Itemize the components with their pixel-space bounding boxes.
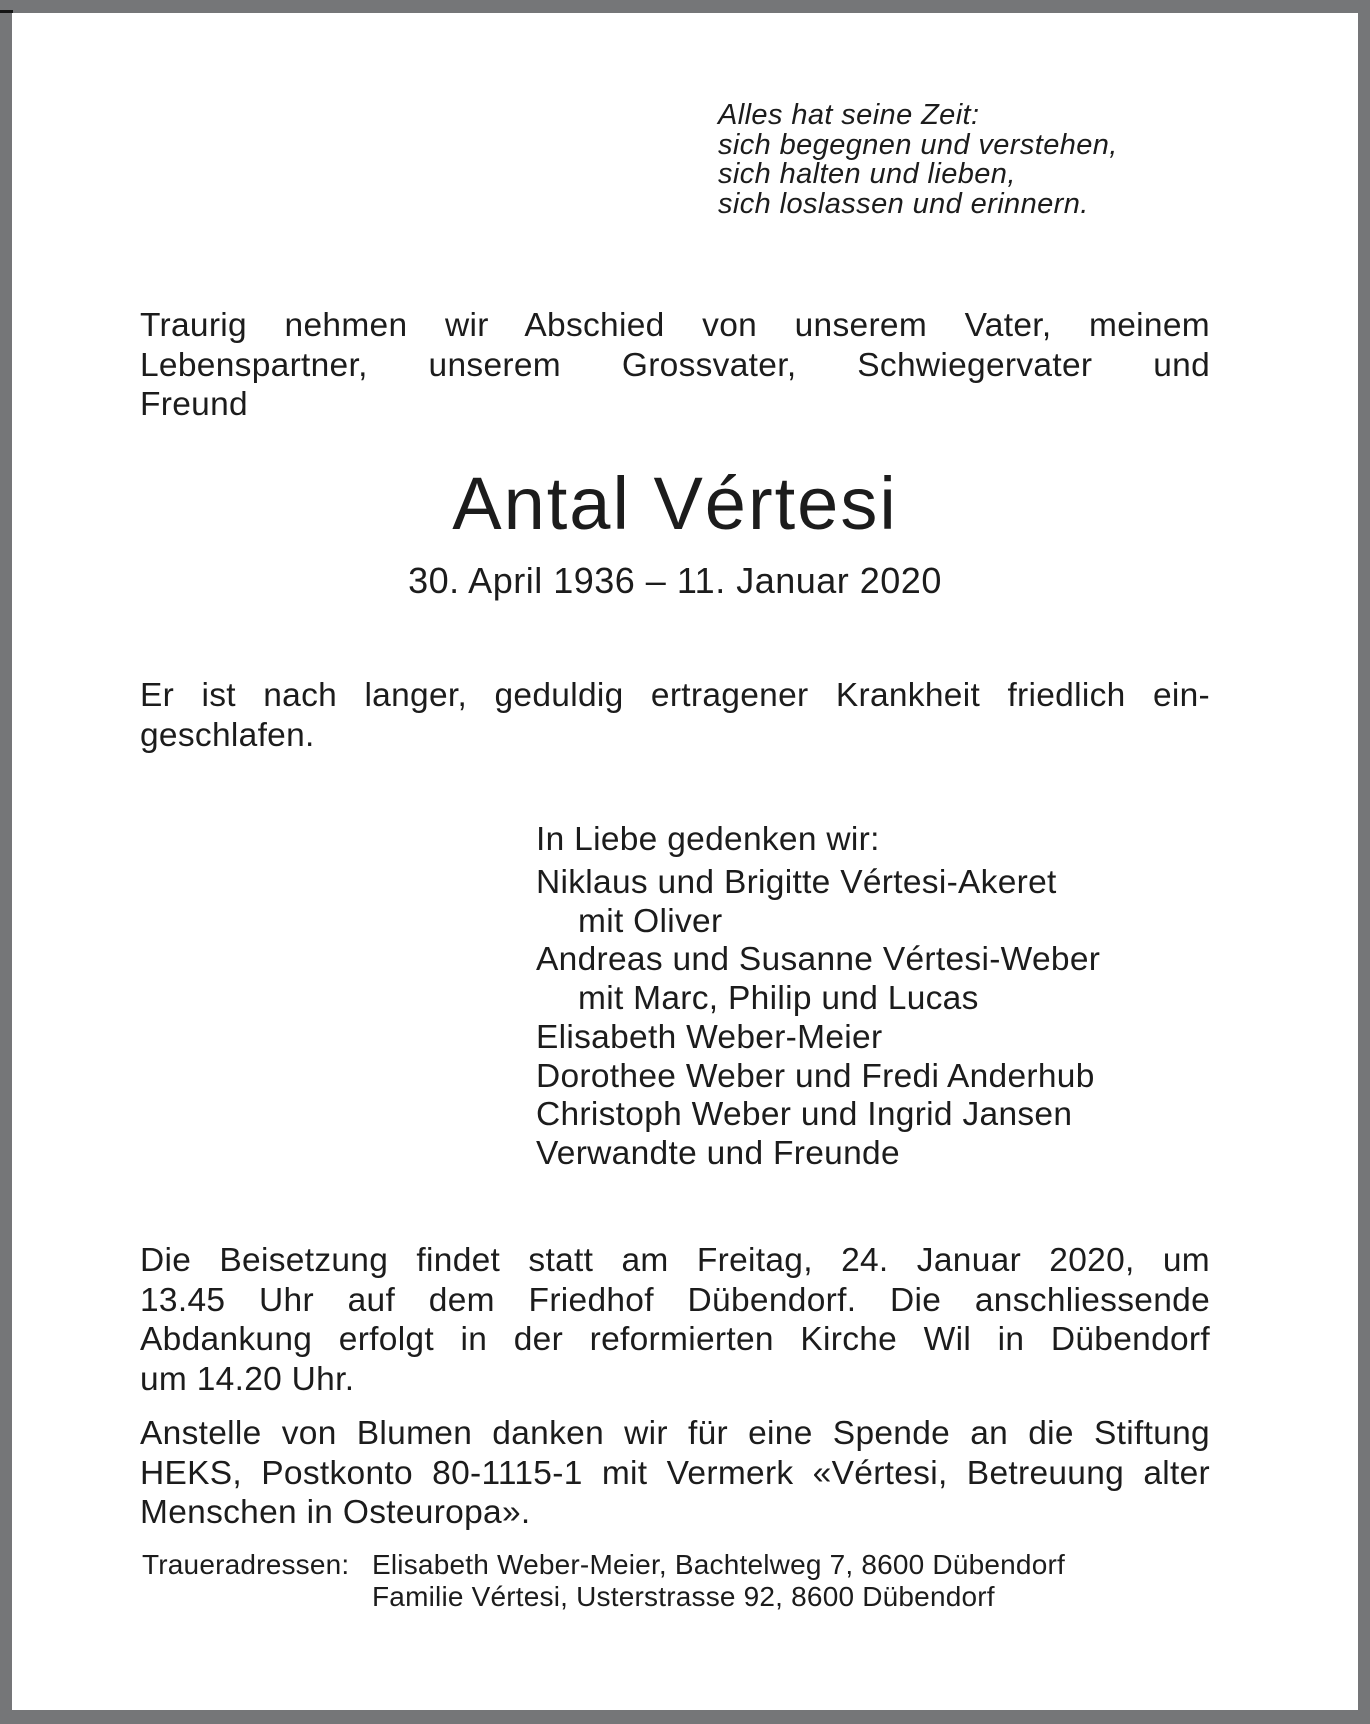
remembrance-entry: Dorothee Weber und Fredi Anderhub	[536, 1057, 1095, 1095]
remembrance-entry: Niklaus und Brigitte Vértesi-Akeret	[536, 864, 1057, 901]
remembrance-list	[536, 864, 1100, 1174]
donation-line: Menschen in Osteuropa».	[140, 1494, 531, 1531]
funeral-line: Die Beisetzung findet statt am Freitag, 24. Januar 2020, um	[140, 1242, 1210, 1279]
intro-line: Lebenspartner, unserem Grossvater, Schwiegervater und	[140, 346, 1210, 384]
funeral-line: um 14.20 Uhr.	[140, 1360, 355, 1398]
deceased-name: Antal Vértesi	[452, 462, 898, 545]
remembrance-entry: Christoph Weber und Ingrid Jansen	[536, 1096, 1073, 1134]
donation-line: Anstelle von Blumen danken wir für eine Spende an die Stiftung	[140, 1415, 1210, 1452]
obituary-page	[12, 13, 1358, 1710]
remembrance-entry: Andreas und Susanne Vértesi-Weber	[536, 941, 1101, 979]
remembrance-entry: Elisabeth Weber-Meier	[536, 1018, 883, 1056]
donation-line: HEKS, Postkonto 80-1115-1 mit Vermerk «Vértesi, Betreuung alter	[140, 1454, 1210, 1492]
mourning-address: Familie Vértesi, Usterstrasse 92, 8600 Dübendorf	[372, 1580, 995, 1612]
epigraph-line: Alles hat seine Zeit:	[718, 99, 980, 131]
intro-line: Freund	[140, 386, 248, 423]
funeral-line: Abdankung erfolgt in der reformierten Kirche Wil in Dübendorf	[140, 1321, 1210, 1358]
donation-paragraph	[140, 1414, 1210, 1533]
mourning-addresses-lines	[372, 1549, 1065, 1612]
death-note-line: geschlafen.	[140, 716, 315, 754]
remembrance-entry: mit Oliver	[578, 902, 723, 940]
epigraph-line: sich begegnen und verstehen,	[718, 128, 1118, 161]
mourning-addresses	[142, 1549, 1065, 1612]
remembrance-heading: In Liebe gedenken wir:	[536, 821, 880, 858]
life-dates: 30. April 1936 – 11. Januar 2020	[408, 560, 942, 601]
remembrance-entry: mit Marc, Philip und Lucas	[578, 980, 979, 1018]
mourning-address: Elisabeth Weber-Meier, Bachtelweg 7, 8600 Dübendorf	[372, 1549, 1065, 1580]
intro-line: Traurig nehmen wir Abschied von unserem Vater, meinem	[140, 307, 1210, 344]
death-note-paragraph	[140, 676, 1210, 755]
remembrance-entry: Verwandte und Freunde	[536, 1134, 900, 1172]
epigraph-line: sich halten und lieben,	[718, 158, 1016, 190]
intro-paragraph	[140, 306, 1210, 425]
epigraph	[718, 101, 1118, 219]
funeral-paragraph	[140, 1241, 1210, 1399]
funeral-line: 13.45 Uhr auf dem Friedhof Dübendorf. Die anschliessende	[140, 1281, 1210, 1319]
epigraph-line: sich loslassen und erinnern.	[718, 187, 1089, 220]
death-note-line: Er ist nach langer, geduldig ertragener Krankheit friedlich ein-	[140, 677, 1210, 714]
mourning-addresses-label: Traueradressen:	[142, 1549, 350, 1580]
